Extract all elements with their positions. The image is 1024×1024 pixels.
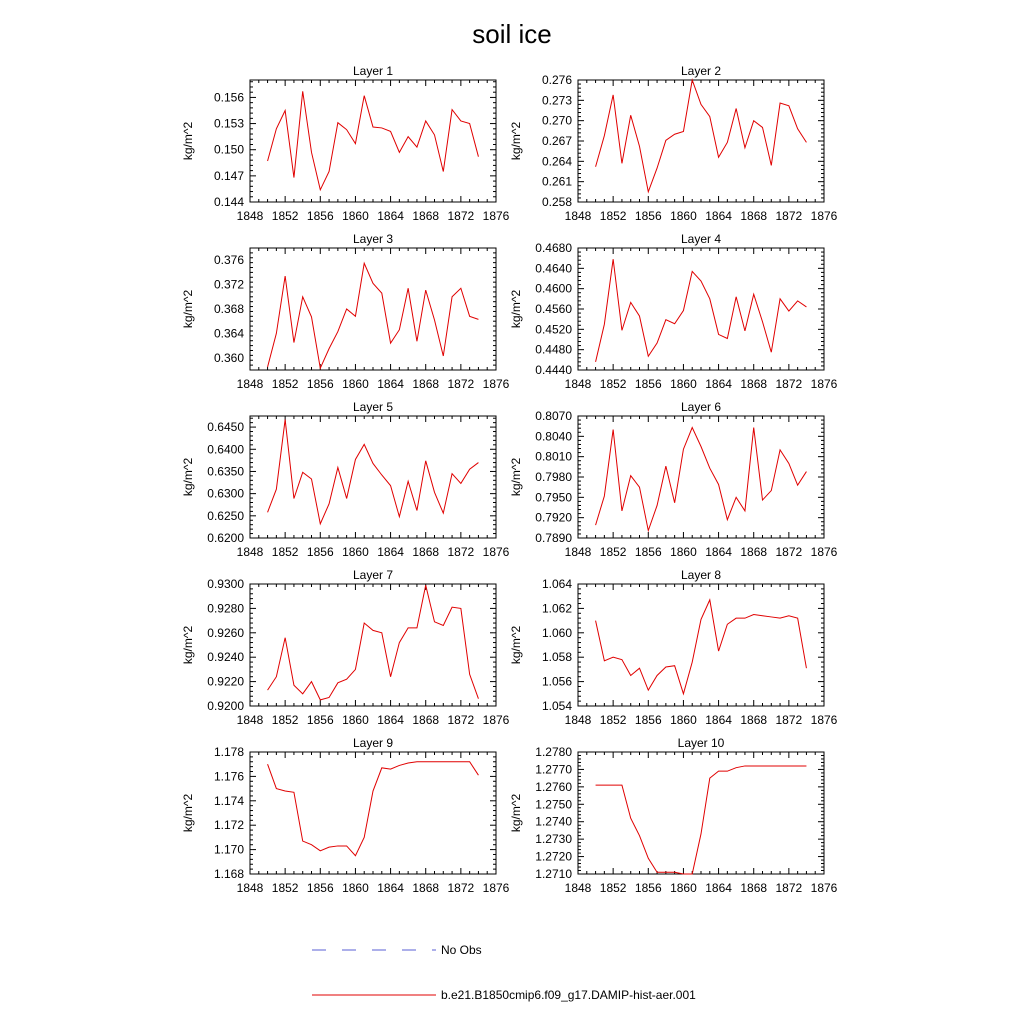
y-tick-label: 0.4640 [535, 261, 572, 276]
x-tick-label: 1868 [412, 377, 440, 391]
x-tick-label: 1852 [271, 713, 299, 727]
x-tick-label: 1876 [482, 209, 510, 223]
panel-layer-9 [181, 736, 510, 895]
panel-layer-2 [509, 64, 838, 223]
y-tick-label: 0.6200 [207, 531, 244, 545]
y-tick-label: 0.7980 [535, 470, 572, 484]
x-tick-label: 1848 [564, 881, 592, 895]
y-tick-label: 1.176 [213, 769, 244, 784]
plot-frame [250, 248, 496, 370]
legend [312, 943, 696, 1002]
x-tick-label: 1856 [306, 713, 334, 727]
y-tick-label: 0.156 [213, 90, 244, 105]
series-line [268, 585, 479, 700]
y-tick-label: 1.054 [541, 699, 572, 713]
y-tick-label: 0.8010 [535, 449, 572, 464]
plot-frame [250, 80, 496, 202]
panel-layer-7 [181, 568, 510, 727]
x-tick-label: 1852 [599, 881, 627, 895]
y-tick-label: 0.4560 [535, 302, 572, 316]
y-tick-label: 0.4440 [535, 363, 572, 377]
y-tick-label: 0.4680 [535, 241, 572, 255]
y-axis-label: kg/m^2 [509, 793, 523, 833]
x-tick-label: 1864 [705, 209, 732, 223]
y-axis-label: kg/m^2 [181, 625, 195, 665]
x-tick-label: 1860 [342, 209, 369, 223]
y-tick-label: 1.168 [213, 867, 244, 881]
series-line [596, 600, 807, 694]
y-tick-label: 1.056 [541, 674, 572, 689]
y-tick-label: 1.2720 [535, 849, 572, 864]
x-tick-label: 1856 [634, 209, 662, 223]
y-tick-label: 0.9240 [207, 650, 244, 665]
y-tick-label: 0.276 [541, 73, 572, 87]
x-tick-label: 1868 [412, 545, 440, 559]
x-tick-label: 1852 [271, 209, 299, 223]
x-tick-label: 1860 [670, 713, 697, 727]
panel-layer-10 [509, 736, 838, 895]
y-tick-label: 0.372 [213, 277, 244, 292]
y-tick-label: 1.2760 [535, 779, 572, 794]
x-tick-label: 1872 [775, 881, 803, 895]
plot-frame [578, 584, 824, 706]
panel-title: Layer 4 [680, 232, 722, 246]
x-tick-label: 1864 [377, 881, 404, 895]
x-tick-label: 1860 [670, 377, 697, 391]
y-tick-label: 1.172 [213, 818, 244, 833]
y-axis-label: kg/m^2 [181, 457, 195, 497]
x-tick-label: 1852 [599, 377, 627, 391]
panel-title: Layer 10 [677, 736, 725, 750]
x-tick-label: 1860 [670, 881, 697, 895]
x-tick-label: 1852 [599, 209, 627, 223]
x-tick-label: 1872 [775, 209, 803, 223]
x-tick-label: 1876 [482, 545, 510, 559]
x-tick-label: 1864 [377, 545, 404, 559]
panel-layer-1 [181, 64, 510, 223]
x-tick-label: 1868 [740, 545, 768, 559]
x-tick-label: 1868 [740, 881, 768, 895]
y-axis-label: kg/m^2 [509, 289, 523, 329]
panel-layer-3 [181, 232, 510, 391]
x-tick-label: 1876 [482, 713, 510, 727]
y-tick-label: 0.6350 [207, 464, 244, 479]
plot-frame [578, 416, 824, 538]
panel-title: Layer 6 [680, 400, 722, 414]
y-tick-label: 0.258 [541, 195, 572, 209]
x-tick-label: 1872 [775, 377, 803, 391]
x-tick-label: 1864 [377, 209, 404, 223]
x-tick-label: 1852 [271, 377, 299, 391]
panel-title: Layer 7 [352, 568, 394, 582]
x-tick-label: 1848 [236, 713, 264, 727]
x-tick-label: 1872 [447, 881, 475, 895]
legend-model-label: b.e21.B1850cmip6.f09_g17.DAMIP-hist-aer.001 [441, 988, 696, 1002]
panels-group [181, 64, 838, 895]
x-tick-label: 1868 [412, 713, 440, 727]
x-tick-label: 1868 [740, 377, 768, 391]
x-tick-label: 1848 [564, 377, 592, 391]
y-tick-label: 1.2730 [535, 832, 572, 847]
x-tick-label: 1868 [412, 881, 440, 895]
x-tick-label: 1876 [810, 545, 838, 559]
y-tick-label: 0.360 [213, 350, 244, 365]
plot-frame [250, 752, 496, 874]
x-tick-label: 1856 [306, 377, 334, 391]
x-tick-label: 1860 [342, 881, 369, 895]
x-tick-label: 1856 [634, 377, 662, 391]
plot-frame [578, 752, 824, 874]
y-tick-label: 0.4480 [535, 342, 572, 357]
x-tick-label: 1856 [634, 881, 662, 895]
series-line [268, 91, 479, 189]
x-tick-label: 1876 [810, 713, 838, 727]
y-tick-label: 1.2740 [535, 814, 572, 829]
plot-frame [578, 80, 824, 202]
y-tick-label: 1.2770 [535, 762, 572, 777]
y-tick-label: 0.264 [541, 154, 572, 169]
y-tick-label: 0.267 [541, 134, 572, 148]
y-tick-label: 1.058 [541, 650, 572, 665]
x-tick-label: 1856 [306, 881, 334, 895]
y-tick-label: 0.4600 [535, 281, 572, 296]
x-tick-label: 1856 [306, 209, 334, 223]
panel-layer-8 [509, 568, 838, 727]
legend-no-obs-label: No Obs [441, 943, 482, 957]
x-tick-label: 1848 [236, 377, 264, 391]
x-tick-label: 1864 [705, 881, 732, 895]
x-tick-label: 1864 [377, 713, 404, 727]
y-tick-label: 0.270 [541, 113, 572, 128]
y-tick-label: 1.060 [541, 625, 572, 640]
series-line [596, 766, 807, 874]
panel-layer-6 [509, 400, 838, 559]
y-tick-label: 0.9220 [207, 674, 244, 689]
y-tick-label: 0.368 [213, 302, 244, 316]
x-tick-label: 1868 [740, 209, 768, 223]
y-tick-label: 1.178 [213, 745, 244, 759]
x-tick-label: 1852 [271, 545, 299, 559]
y-tick-label: 1.062 [541, 601, 572, 616]
y-tick-label: 0.6400 [207, 442, 244, 457]
y-axis-label: kg/m^2 [181, 121, 195, 161]
series-line [596, 259, 807, 362]
y-tick-label: 0.261 [541, 174, 572, 189]
y-tick-label: 0.6300 [207, 486, 244, 501]
x-tick-label: 1860 [342, 713, 369, 727]
y-axis-label: kg/m^2 [181, 289, 195, 329]
y-tick-label: 0.8070 [535, 409, 572, 423]
y-axis-label: kg/m^2 [509, 457, 523, 497]
x-tick-label: 1856 [306, 545, 334, 559]
y-tick-label: 0.9260 [207, 625, 244, 640]
x-tick-label: 1856 [634, 545, 662, 559]
x-tick-label: 1860 [342, 377, 369, 391]
y-tick-label: 0.8040 [535, 429, 572, 444]
y-tick-label: 1.2750 [535, 797, 572, 812]
x-tick-label: 1848 [236, 209, 264, 223]
panel-title: Layer 9 [352, 736, 394, 750]
x-tick-label: 1848 [236, 545, 264, 559]
y-tick-label: 0.364 [213, 326, 244, 341]
x-tick-label: 1868 [740, 713, 768, 727]
x-tick-label: 1860 [670, 545, 697, 559]
y-axis-label: kg/m^2 [509, 121, 523, 161]
y-tick-label: 0.4520 [535, 322, 572, 337]
panel-title: Layer 8 [680, 568, 722, 582]
x-tick-label: 1876 [810, 881, 838, 895]
y-tick-label: 1.2780 [535, 745, 572, 759]
series-line [596, 428, 807, 531]
x-tick-label: 1872 [775, 713, 803, 727]
y-tick-label: 1.174 [213, 793, 244, 808]
x-tick-label: 1872 [447, 377, 475, 391]
y-tick-label: 0.153 [213, 116, 244, 131]
x-tick-label: 1852 [599, 713, 627, 727]
y-tick-label: 0.6250 [207, 508, 244, 523]
panel-layer-4 [509, 232, 838, 391]
y-axis-label: kg/m^2 [181, 793, 195, 833]
y-tick-label: 0.9200 [207, 699, 244, 713]
x-tick-label: 1852 [271, 881, 299, 895]
x-tick-label: 1872 [447, 545, 475, 559]
series-line [268, 420, 479, 524]
x-tick-label: 1848 [564, 713, 592, 727]
x-tick-label: 1872 [775, 545, 803, 559]
series-line [596, 80, 807, 192]
series-line [268, 762, 479, 856]
x-tick-label: 1872 [447, 209, 475, 223]
x-tick-label: 1860 [670, 209, 697, 223]
y-tick-label: 0.147 [213, 168, 244, 183]
x-tick-label: 1848 [236, 881, 264, 895]
y-tick-label: 0.7950 [535, 490, 572, 505]
x-tick-label: 1848 [564, 209, 592, 223]
x-tick-label: 1864 [705, 377, 732, 391]
x-tick-label: 1856 [634, 713, 662, 727]
y-tick-label: 0.9280 [207, 601, 244, 616]
y-tick-label: 1.064 [541, 577, 572, 591]
y-axis-label: kg/m^2 [509, 625, 523, 665]
y-tick-label: 0.6450 [207, 420, 244, 435]
x-tick-label: 1864 [705, 545, 732, 559]
x-tick-label: 1864 [377, 377, 404, 391]
panel-title: Layer 2 [680, 64, 722, 78]
x-tick-label: 1860 [342, 545, 369, 559]
x-tick-label: 1868 [412, 209, 440, 223]
x-tick-label: 1876 [482, 881, 510, 895]
y-tick-label: 1.2710 [535, 867, 572, 881]
x-tick-label: 1876 [810, 377, 838, 391]
panel-layer-5 [181, 400, 510, 559]
figure-title: soil ice [472, 19, 552, 49]
y-tick-label: 0.7890 [535, 531, 572, 545]
series-line [268, 263, 479, 368]
y-tick-label: 0.7920 [535, 510, 572, 525]
x-tick-label: 1876 [810, 209, 838, 223]
x-tick-label: 1876 [482, 377, 510, 391]
panel-title: Layer 1 [352, 64, 394, 78]
panel-title: Layer 3 [352, 232, 394, 246]
x-tick-label: 1872 [447, 713, 475, 727]
y-tick-label: 0.144 [213, 195, 244, 209]
y-tick-label: 0.273 [541, 93, 572, 108]
panel-title: Layer 5 [352, 400, 394, 414]
y-tick-label: 0.376 [213, 253, 244, 268]
x-tick-label: 1848 [564, 545, 592, 559]
x-tick-label: 1852 [599, 545, 627, 559]
x-tick-label: 1864 [705, 713, 732, 727]
y-tick-label: 1.170 [213, 842, 244, 857]
y-tick-label: 0.9300 [207, 577, 244, 591]
y-tick-label: 0.150 [213, 142, 244, 157]
